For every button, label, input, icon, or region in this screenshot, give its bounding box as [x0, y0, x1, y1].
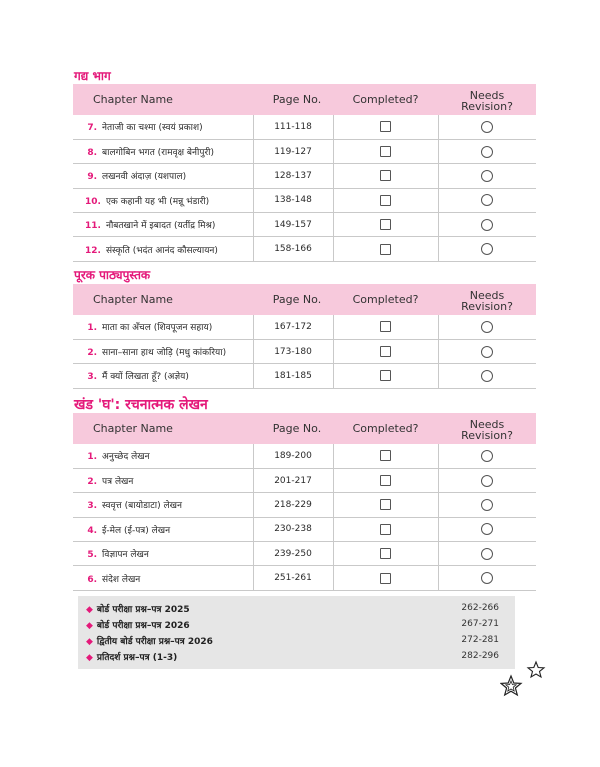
page-range: 189-200: [253, 444, 333, 468]
revision-cell: [438, 339, 536, 363]
completed-checkbox[interactable]: [380, 548, 391, 559]
page-range: 128-137: [253, 164, 333, 188]
revision-cell: [438, 364, 536, 388]
table-row: [73, 115, 536, 139]
table-row: [73, 339, 536, 363]
revision-cell: [438, 468, 536, 492]
completed-checkbox[interactable]: [380, 524, 391, 535]
chapter-name-cell: [73, 115, 253, 139]
table-row: [73, 315, 536, 339]
chapter-number: 10.: [85, 196, 101, 207]
star-outline-icon: [500, 660, 550, 710]
chapter-name-cell: [73, 315, 253, 339]
paper-item: ◆ प्रतिदर्श प्रश्न–पत्र (1-3): [86, 653, 178, 663]
paper-pages: 262-266: [461, 603, 499, 613]
chapter-title: विज्ञापन लेखन: [102, 550, 149, 561]
header-needs-revision: Needs Revision?: [438, 284, 536, 315]
completed-checkbox[interactable]: [380, 121, 391, 132]
chapter-name-cell: [73, 188, 253, 212]
revision-cell: [438, 493, 536, 517]
exam-papers-box: [78, 596, 515, 669]
revision-cell: [438, 115, 536, 139]
page-range: 173-180: [253, 339, 333, 363]
table-row: [73, 237, 536, 261]
chapter-number: 7.: [87, 123, 97, 134]
needs-revision-radio[interactable]: [481, 121, 493, 133]
paper-item: ◆ बोर्ड परीक्षा प्रश्न–पत्र 2026: [86, 621, 190, 631]
needs-revision-radio[interactable]: [481, 146, 493, 158]
chapter-title: मैं क्यों लिखता हूँ? (अज्ञेय): [102, 372, 189, 383]
completed-cell: [333, 517, 438, 541]
paper-pages: 267-271: [461, 619, 499, 629]
chapter-number: 2.: [87, 348, 97, 359]
chapter-title: लखनवी अंदाज़ (यशपाल): [102, 172, 187, 183]
needs-revision-radio[interactable]: [481, 321, 493, 333]
chapter-title: ई-मेल (ई-पत्र) लेखन: [102, 525, 171, 536]
needs-revision-radio[interactable]: [481, 346, 493, 358]
chapter-title: साना–साना हाथ जोड़ि (मधु कांकरिया): [102, 348, 227, 359]
chapter-title: एक कहानी यह भी (मन्नू भंडारी): [105, 196, 210, 207]
needs-revision-radio[interactable]: [481, 370, 493, 382]
header-page-no: Page No.: [253, 413, 333, 444]
needs-revision-radio[interactable]: [481, 194, 493, 206]
completed-cell: [333, 444, 438, 468]
chapter-number: 12.: [85, 245, 101, 256]
header-completed: Completed?: [333, 84, 438, 115]
table-row: [73, 444, 536, 468]
chapter-name-cell: [73, 566, 253, 590]
completed-cell: [333, 468, 438, 492]
completed-cell: [333, 139, 438, 163]
paper-pages: 282-296: [461, 651, 499, 661]
needs-revision-radio[interactable]: [481, 572, 493, 584]
table-row: [73, 164, 536, 188]
page-range: 119-127: [253, 139, 333, 163]
chapter-name-cell: [73, 164, 253, 188]
chapter-name-cell: [73, 517, 253, 541]
completed-checkbox[interactable]: [380, 244, 391, 255]
page-range: 218-229: [253, 493, 333, 517]
completed-checkbox[interactable]: [380, 499, 391, 510]
completed-cell: [333, 213, 438, 237]
page-range: 138-148: [253, 188, 333, 212]
chapter-title: बालगोबिन भगत (रामवृक्ष बेनीपुरी): [102, 148, 215, 159]
page-range: 251-261: [253, 566, 333, 590]
chapter-number: 3.: [87, 372, 97, 383]
chapter-name-cell: [73, 444, 253, 468]
paper-item: ◆ बोर्ड परीक्षा प्रश्न–पत्र 2025: [86, 605, 190, 615]
chapter-title: नेताजी का चश्मा (स्वयं प्रकाश): [102, 123, 203, 134]
table-row: [73, 468, 536, 492]
chapter-table-rachnatmak: [73, 413, 536, 591]
revision-cell: [438, 542, 536, 566]
page-range: 149-157: [253, 213, 333, 237]
diamond-bullet-icon: ◆: [86, 637, 93, 647]
completed-cell: [333, 542, 438, 566]
chapter-title: संदेश लेखन: [102, 574, 141, 585]
needs-revision-radio[interactable]: [481, 450, 493, 462]
revision-cell: [438, 139, 536, 163]
section-title-gadya: गद्य भाग: [74, 69, 111, 83]
table-row: [73, 566, 536, 590]
page-range: 158-166: [253, 237, 333, 261]
section-title-purak: पूरक पाठ्यपुस्तक: [74, 268, 151, 282]
chapter-number: 6.: [87, 574, 97, 585]
table-header: [73, 284, 536, 315]
chapter-number: 1.: [87, 452, 97, 463]
chapter-title: पत्र लेखन: [102, 477, 134, 488]
chapter-name-cell: [73, 468, 253, 492]
completed-cell: [333, 364, 438, 388]
needs-revision-radio[interactable]: [481, 170, 493, 182]
chapter-number: 5.: [87, 550, 97, 561]
page-range: 201-217: [253, 468, 333, 492]
header-completed: Completed?: [333, 284, 438, 315]
page-range: 230-238: [253, 517, 333, 541]
chapter-number: 4.: [87, 525, 97, 536]
chapter-title: माता का अँचल (शिवपूजन सहाय): [102, 323, 213, 334]
chapter-title: नौबतखाने में इबादत (यतींद्र मिश्र): [105, 221, 216, 232]
completed-cell: [333, 115, 438, 139]
table-header: [73, 413, 536, 444]
chapter-name-cell: [73, 493, 253, 517]
page-range: 181-185: [253, 364, 333, 388]
page-range: 111-118: [253, 115, 333, 139]
table-row: [73, 364, 536, 388]
needs-revision-radio[interactable]: [481, 523, 493, 535]
completed-cell: [333, 315, 438, 339]
page-range: 239-250: [253, 542, 333, 566]
chapter-name-cell: [73, 139, 253, 163]
chapter-title: अनुच्छेद लेखन: [102, 452, 150, 463]
diamond-bullet-icon: ◆: [86, 653, 93, 663]
header-chapter-name: Chapter Name: [73, 284, 253, 315]
completed-cell: [333, 493, 438, 517]
chapter-table-gadya: [73, 84, 536, 262]
chapter-name-cell: [73, 542, 253, 566]
revision-cell: [438, 213, 536, 237]
section-title-rachnatmak: खंड 'घ': रचनात्मक लेखन: [74, 397, 208, 413]
chapter-number: 9.: [87, 172, 97, 183]
revision-cell: [438, 444, 536, 468]
table-row: [73, 213, 536, 237]
chapter-number: 11.: [85, 221, 101, 232]
table-header: [73, 84, 536, 115]
needs-revision-radio[interactable]: [481, 475, 493, 487]
chapter-number: 8.: [87, 148, 97, 159]
completed-checkbox[interactable]: [380, 321, 391, 332]
completed-cell: [333, 566, 438, 590]
needs-revision-radio[interactable]: [481, 548, 493, 560]
chapter-number: 3.: [87, 501, 97, 512]
page-range: 167-172: [253, 315, 333, 339]
revision-cell: [438, 517, 536, 541]
header-needs-revision: Needs Revision?: [438, 413, 536, 444]
chapter-name-cell: [73, 339, 253, 363]
table-row: [73, 188, 536, 212]
chapter-number: 1.: [87, 323, 97, 334]
completed-checkbox[interactable]: [380, 370, 391, 381]
diamond-bullet-icon: ◆: [86, 621, 93, 631]
header-page-no: Page No.: [253, 284, 333, 315]
chapter-name-cell: [73, 364, 253, 388]
revision-cell: [438, 164, 536, 188]
chapter-title: स्ववृत्त (बायोडाटा) लेखन: [102, 501, 182, 512]
table-row: [73, 542, 536, 566]
revision-cell: [438, 566, 536, 590]
table-row: [73, 493, 536, 517]
completed-checkbox[interactable]: [380, 573, 391, 584]
diamond-bullet-icon: ◆: [86, 605, 93, 615]
completed-cell: [333, 164, 438, 188]
completed-checkbox[interactable]: [380, 475, 391, 486]
completed-cell: [333, 237, 438, 261]
completed-checkbox[interactable]: [380, 170, 391, 181]
header-completed: Completed?: [333, 413, 438, 444]
header-page-no: Page No.: [253, 84, 333, 115]
needs-revision-radio[interactable]: [481, 499, 493, 511]
completed-checkbox[interactable]: [380, 219, 391, 230]
header-chapter-name: Chapter Name: [73, 413, 253, 444]
completed-checkbox[interactable]: [380, 346, 391, 357]
chapter-name-cell: [73, 237, 253, 261]
revision-cell: [438, 315, 536, 339]
completed-cell: [333, 339, 438, 363]
needs-revision-radio[interactable]: [481, 243, 493, 255]
chapter-table-purak: [73, 284, 536, 389]
completed-checkbox[interactable]: [380, 450, 391, 461]
chapter-title: संस्कृति (भदंत आनंद कौसल्यायन): [105, 245, 218, 256]
header-needs-revision: Needs Revision?: [438, 84, 536, 115]
completed-checkbox[interactable]: [380, 195, 391, 206]
chapter-number: 2.: [87, 477, 97, 488]
revision-cell: [438, 188, 536, 212]
revision-cell: [438, 237, 536, 261]
header-chapter-name: Chapter Name: [73, 84, 253, 115]
paper-pages: 272-281: [461, 635, 499, 645]
chapter-name-cell: [73, 213, 253, 237]
table-row: [73, 517, 536, 541]
needs-revision-radio[interactable]: [481, 219, 493, 231]
table-row: [73, 139, 536, 163]
paper-item: ◆ द्वितीय बोर्ड परीक्षा प्रश्न–पत्र 2026: [86, 637, 213, 647]
completed-cell: [333, 188, 438, 212]
completed-checkbox[interactable]: [380, 146, 391, 157]
